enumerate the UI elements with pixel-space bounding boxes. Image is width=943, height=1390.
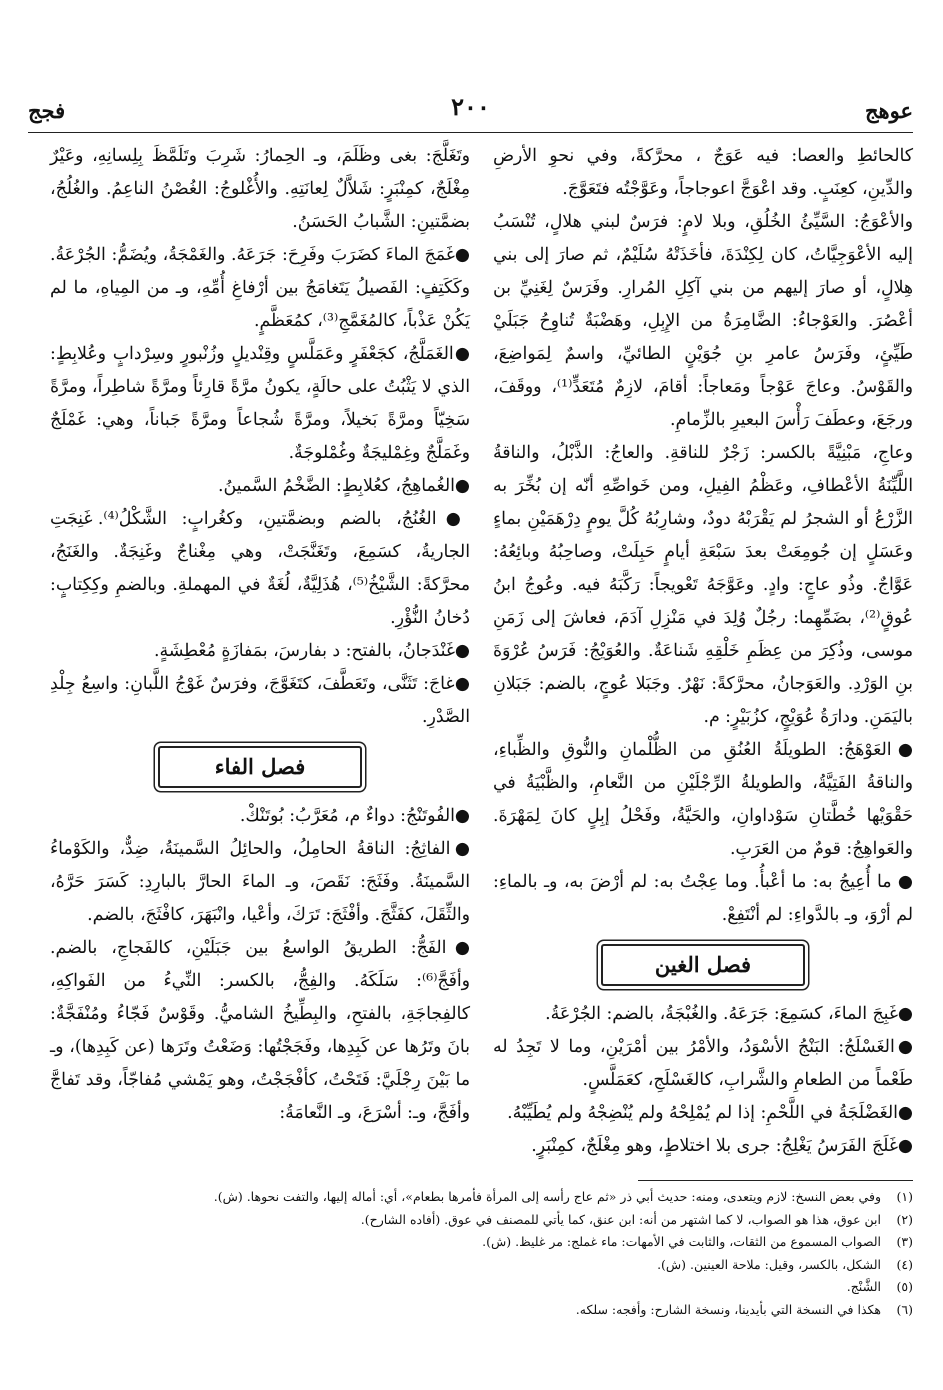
entry: ●غاجَ: تَثَنَّى، وتَعَطَّفَ، كتَغَوَّجَ، وفرَسٌ غَوْجُ اللَّبانِ: واسِعُ جِلْدِ الصَّدْرِ. bbox=[50, 674, 470, 727]
entry: ●الغَسْلَجُ: البَنْجُ الأسْوَدُ، والأمْرُ بين أمْرَيْنِ، وما لا تَجِدُ له طَعْماً من الطعامِ والشَّرابِ، كالغَسْلَجِ، كعَمَلَّسٍ. bbox=[493, 1037, 913, 1090]
footnote-separator bbox=[638, 1180, 913, 1181]
footnote bbox=[40, 1231, 913, 1254]
header-left-keyword: فجج bbox=[28, 98, 66, 123]
entry: ●الغُماهِجُ، كعُلابِطٍ: الضَّخْمُ السَّمينُ. bbox=[217, 476, 470, 496]
footnote-text: وفي بعض النسخ: لازم ويتعدى، ومنه: حديث أبي ذر «ثم عاج رأسه إلى المرأة فأمرها بطعام»، أي: أماله إليها، والتفت نحوها. (ش). bbox=[213, 1189, 881, 1204]
footnote-number: (٣) bbox=[896, 1234, 913, 1249]
entry: ●غَبِجَ الماءَ، كسَمِعَ: جَرَعَهُ. والغُبْجَةُ، بالضم: الجُرْعَةُ. bbox=[545, 1004, 913, 1024]
header-right-keyword: عوهج bbox=[864, 98, 913, 123]
footnote-number: (٢) bbox=[896, 1211, 913, 1227]
entry: ●الفاثِجُ: الناقةُ الحامِلُ، والحائِلُ السَّمينَةُ، ضِدٌّ، والكَوْماءُ السَّمينَةُ. وفَثَجَ: نَقَصَ، وـ الماءَ الحارَّ بالبارِدِ: كَسَرَ حَرَّهُ، والثِّقَلَ، كفَثَّجَ. وأفْثَجَ: تَرَكَ، وأعْيا، وانْبَهَرَ، كافْثَجَ، بالضم. bbox=[50, 839, 470, 925]
entry: كالحائطِ والعصا: فيه عَوَجٌ ، محرَّكةً، وفي نحوِ الأرضِ والدِّينِ، كعِنَبٍ. وقد اعْوَجَّ اعوجاجاً، وعَوَّجْتُه فتَعَوَّجَ. bbox=[493, 146, 913, 199]
footnote-number: (١) bbox=[896, 1189, 913, 1204]
footnote-text: الشكل، بالكسر، وقيل: ملاحة العينين. (ش). bbox=[657, 1256, 881, 1272]
entry: ●غَنْدَجانُ، بالفتح: د بفارسَ، بمَفازَةٍ مُعْطِشَةٍ. bbox=[153, 641, 470, 661]
page-number: ٢٠٠ bbox=[451, 92, 490, 121]
footnote-number: (٤) bbox=[896, 1256, 913, 1272]
entry: وعاجِ، مَبْنِيَّةً بالكسر: زَجْرٌ للناقةِ. والعاجُ: الذَّبْلُ، والناقةُ اللَّيِّنَةُ الأعْطافِ، وعَظْمُ الفِيلِ، ومن خَواصِّهِ أنّه إن بُخِّرَ به الزَّرْعُ أو الشجرُ لم يَقْرَبْهُ دودٌ، وشارِبُهُ كُلَّ يومٍ دِرْهَمَيْنِ بماءٍ وعَسَلٍ إن جُومِعَتْ بعدَ سَبْعَةِ أيامٍ حَبِلَتْ، وصاحِبُهُ وبائِعُهُ: عَوَّاجٌ. وذُو عاجٍ: وادٍ. وعَوَّجَهُ تَعْويجاً: رَكَّبَهُ فيه. وعُوجُ ابنُ عُوقٍ⁽²⁾، بضَمِّهِما: رجُلٌ وُلِدَ في مَنْزِلِ آدَمَ، فعاشَ إلى زَمَنِ موسى، وذُكِرَ من عِظَمِ خَلْقِهِ شَناعَةٌ. والعُوَيْجُ: فَرَسُ عُرْوَةَ بنِ الوَرْدِ. والعَوَجانُ، محرَّكةً: نَهْرٌ. وجَبَلا عُوجٍ، بالضم: جَبَلانِ باليَمَنِ. ودارَةُ عُوَيْجٍ، كزُبَيْرٍ: م. bbox=[493, 443, 913, 727]
footnotes bbox=[40, 1186, 913, 1321]
entry: ●الغَضْلَجَةُ في اللَّحْمِ: إذا لم يُمْلِحْهُ ولم يُنْضِجْهُ ولم يُطَيِّبْهُ. bbox=[507, 1103, 913, 1123]
footnote bbox=[40, 1186, 913, 1209]
footnote bbox=[40, 1299, 913, 1322]
footnote-text: هكذا في النسخة التي بأيدينا، ونسخة الشارح: وأفجه: سلكه. bbox=[575, 1301, 881, 1317]
section-heading-ghain: فصل الغين bbox=[601, 944, 805, 986]
page-header bbox=[28, 92, 913, 133]
entry: ●الفَجُّ: الطريقُ الواسعُ بين جَبَلَيْنِ، كالفَجاجِ، بالضم. وأفَجَّ⁽⁶⁾: سَلَكَهُ. والفِجُّ، بالكسر: النِّيءُ من الفَواكِهِ، كالفِجاجَةِ، بالفتحِ، والبِطِّيخُ الشاميُّ. وقَوْسٌ فَجّاءُ ومُنْفَجَّةٌ: بانَ وتَرُها عن كَبِدِها، وفَجَجْتُها: وَضَعْتُ وتَرَها (عن كَبِدِها)، وـ ما بَيْنَ رِجْلَيَّ: فَتَحْتُ، كأفْجَجْتُ، وهو يَمْشي مُفاجّاً، وقد تَفاجَّ وأفَجَّ، وـ: أسْرَعَ، وـ النَّعامَةُ: bbox=[50, 938, 470, 1123]
left-column bbox=[50, 140, 470, 1130]
entry: ●غَمَجَ الماءَ كضَرَبَ وفَرِحَ: جَرَعَهُ. والغَمْجَةُ، ويُضَمُّ: الجُرْعَةُ. وكَكَتِفٍ: الفَصيلُ يَتَغامَجُ بين أرْفاغِ أُمِّهِ، وـ من المِياهِ، ما لم يَكُنْ عَذْباً، كالمُغَمَّجِ⁽³⁾، كمُعَظَّمٍ. bbox=[50, 245, 470, 331]
entry: ●العَوْهَجُ: الطويلَةُ العُنُقِ من الظُّلْمانِ والنُّوقِ والظِّباءِ، والناقةُ الفَتِيَّةُ، والطويلةُ الرِّجْلَيْنِ من النَّعامِ، والظَّبْيَةُ في حَقْوَيْها خُطَّتانِ سَوْداوانِ، والحَيَّةُ، وفَحْلُ إبِلٍ كانَ لِمَهْرَةَ. والعَواهِجُ: قومٌ من العَرَبِ. bbox=[493, 740, 913, 859]
right-column bbox=[493, 140, 913, 1163]
entry: ●الغَمَلَّجُ، كجَعْفَرٍ وعَمَلَّسٍ وقِنْديلٍ وزُنْبورٍ وسِرْدابٍ وعُلابِطٍ: الذي لا يَثْبُتُ على حالَةٍ، يكونُ مرَّةً قارِئاً ومرَّةً شاطِراً، ومرَّةً سَخِيّاً ومرَّةً بَخيلاً، ومرَّةً شُجاعاً ومرَّةً جَباناً، وهي: غَمْلَجٌ وغَمَلَّجٌ وغِمْليجَةٌ وغُمْلوجَةٌ. bbox=[50, 344, 470, 463]
section-heading-fa: فصل الفاء bbox=[158, 746, 362, 788]
footnote-text: الصواب المسموع من الثقات، والثابت في الأمهات: ماء غملج: مر غليظ. (ش). bbox=[482, 1234, 881, 1249]
footnote-number: (٥) bbox=[896, 1279, 913, 1294]
entry: ● ما أُعِيجُ به: ما أعْبأُ. وما عِجْتُ به: لم أرْضَ به، وـ بالماءِ: لم أرْوَ، وـ بالدَّواءِ: لم أنْتَفِعْ. bbox=[493, 872, 913, 925]
footnote bbox=[40, 1209, 913, 1232]
entry: والأعْوَجُ: السَّيِّئُ الخُلُقِ، وبلا لامٍ: فرَسٌ لبني هلالٍ، تُنْسَبُ إليه الأعْوَجِيَّاتُ، كان لِكِنْدَةَ، فأخَذَتْهُ سُلَيْمٌ، ثم صارَ إلى بني هِلالٍ، أو صارَ إليهم من بني آكِلِ المُرارِ. وفَرَسٌ لِغَنِيِّ بن أعْصُرَ. والعَوْجاءُ: الضَّامِرَةُ من الإِبِلِ، وهَضْبَةٌ تُناوِحُ جَبَلَيْ طَيِّئٍ، وفَرَسُ عامرِ بنِ جُوَيْنٍ الطائيِّ، واسمٌ لِمَواضِعَ، والقَوْسُ. وعاجَ عَوْجاً ومَعاجاً: أقامَ، لازِمٌ مُتَعَدٍّ⁽¹⁾، ووقَفَ، ورجَعَ، وعطَفَ رَأْسَ البعيرِ بالزِّمامِ. bbox=[493, 212, 913, 430]
footnote-text: الشَّنْج. bbox=[846, 1279, 881, 1294]
entry: ●غَلَجَ الفَرَسُ يَغْلِجُ: جرى بلا اختلاطٍ، وهو مِغْلَجٌ، كمِنْبَرٍ. bbox=[531, 1136, 913, 1156]
entry: ●الفُوتَنْجُ: دواءٌ م، مُعَرَّبُ: بُوتَنْكْ. bbox=[239, 806, 470, 826]
entry: وتَغَلَّجَ: بغى وظَلَمَ، وـ الحِمارُ: شَرِبَ وتَلَمَّظَ بِلِسانِهِ، وعَيْرٌ مِغْلَجٌ، كمِنْبَرٍ: شَلاَّلٌ لِعانَتِهِ. والأُغْلوجُ: الغُصْنُ الناعِمُ. والغُلُجُ، بضمَّتينِ: الشَّبابُ الحَسَنُ. bbox=[50, 146, 470, 232]
footnote-number: (٦) bbox=[896, 1301, 913, 1317]
footnote bbox=[40, 1254, 913, 1277]
entry: ●الغُنُجُ، بالضم وبضمَّتينِ، وكغُرابٍ: الشَّكْلُ⁽⁴⁾. غَنِجَتِ الجاريةُ، كسَمِعَ، وتَغَنَّجَتْ، وهي مِغْناجٌ وغَنِجَةٌ. والغَنَجُ، محرَّكةً: الشَّيْخُ⁽⁵⁾، هُذَلِيَّةٌ، لُغَةٌ في المهملةِ. وبالضمِ وكِكِتابٍ: دُخانُ النُّؤْرِ. bbox=[50, 509, 470, 628]
footnote-text: ابن عوق، هذا هو الصواب، لا كما اشتهر من أنه: ابن عنق، كما يأتي للمصنف في عوق. (أفاده الشارح). bbox=[360, 1211, 881, 1227]
footnote bbox=[40, 1276, 913, 1299]
